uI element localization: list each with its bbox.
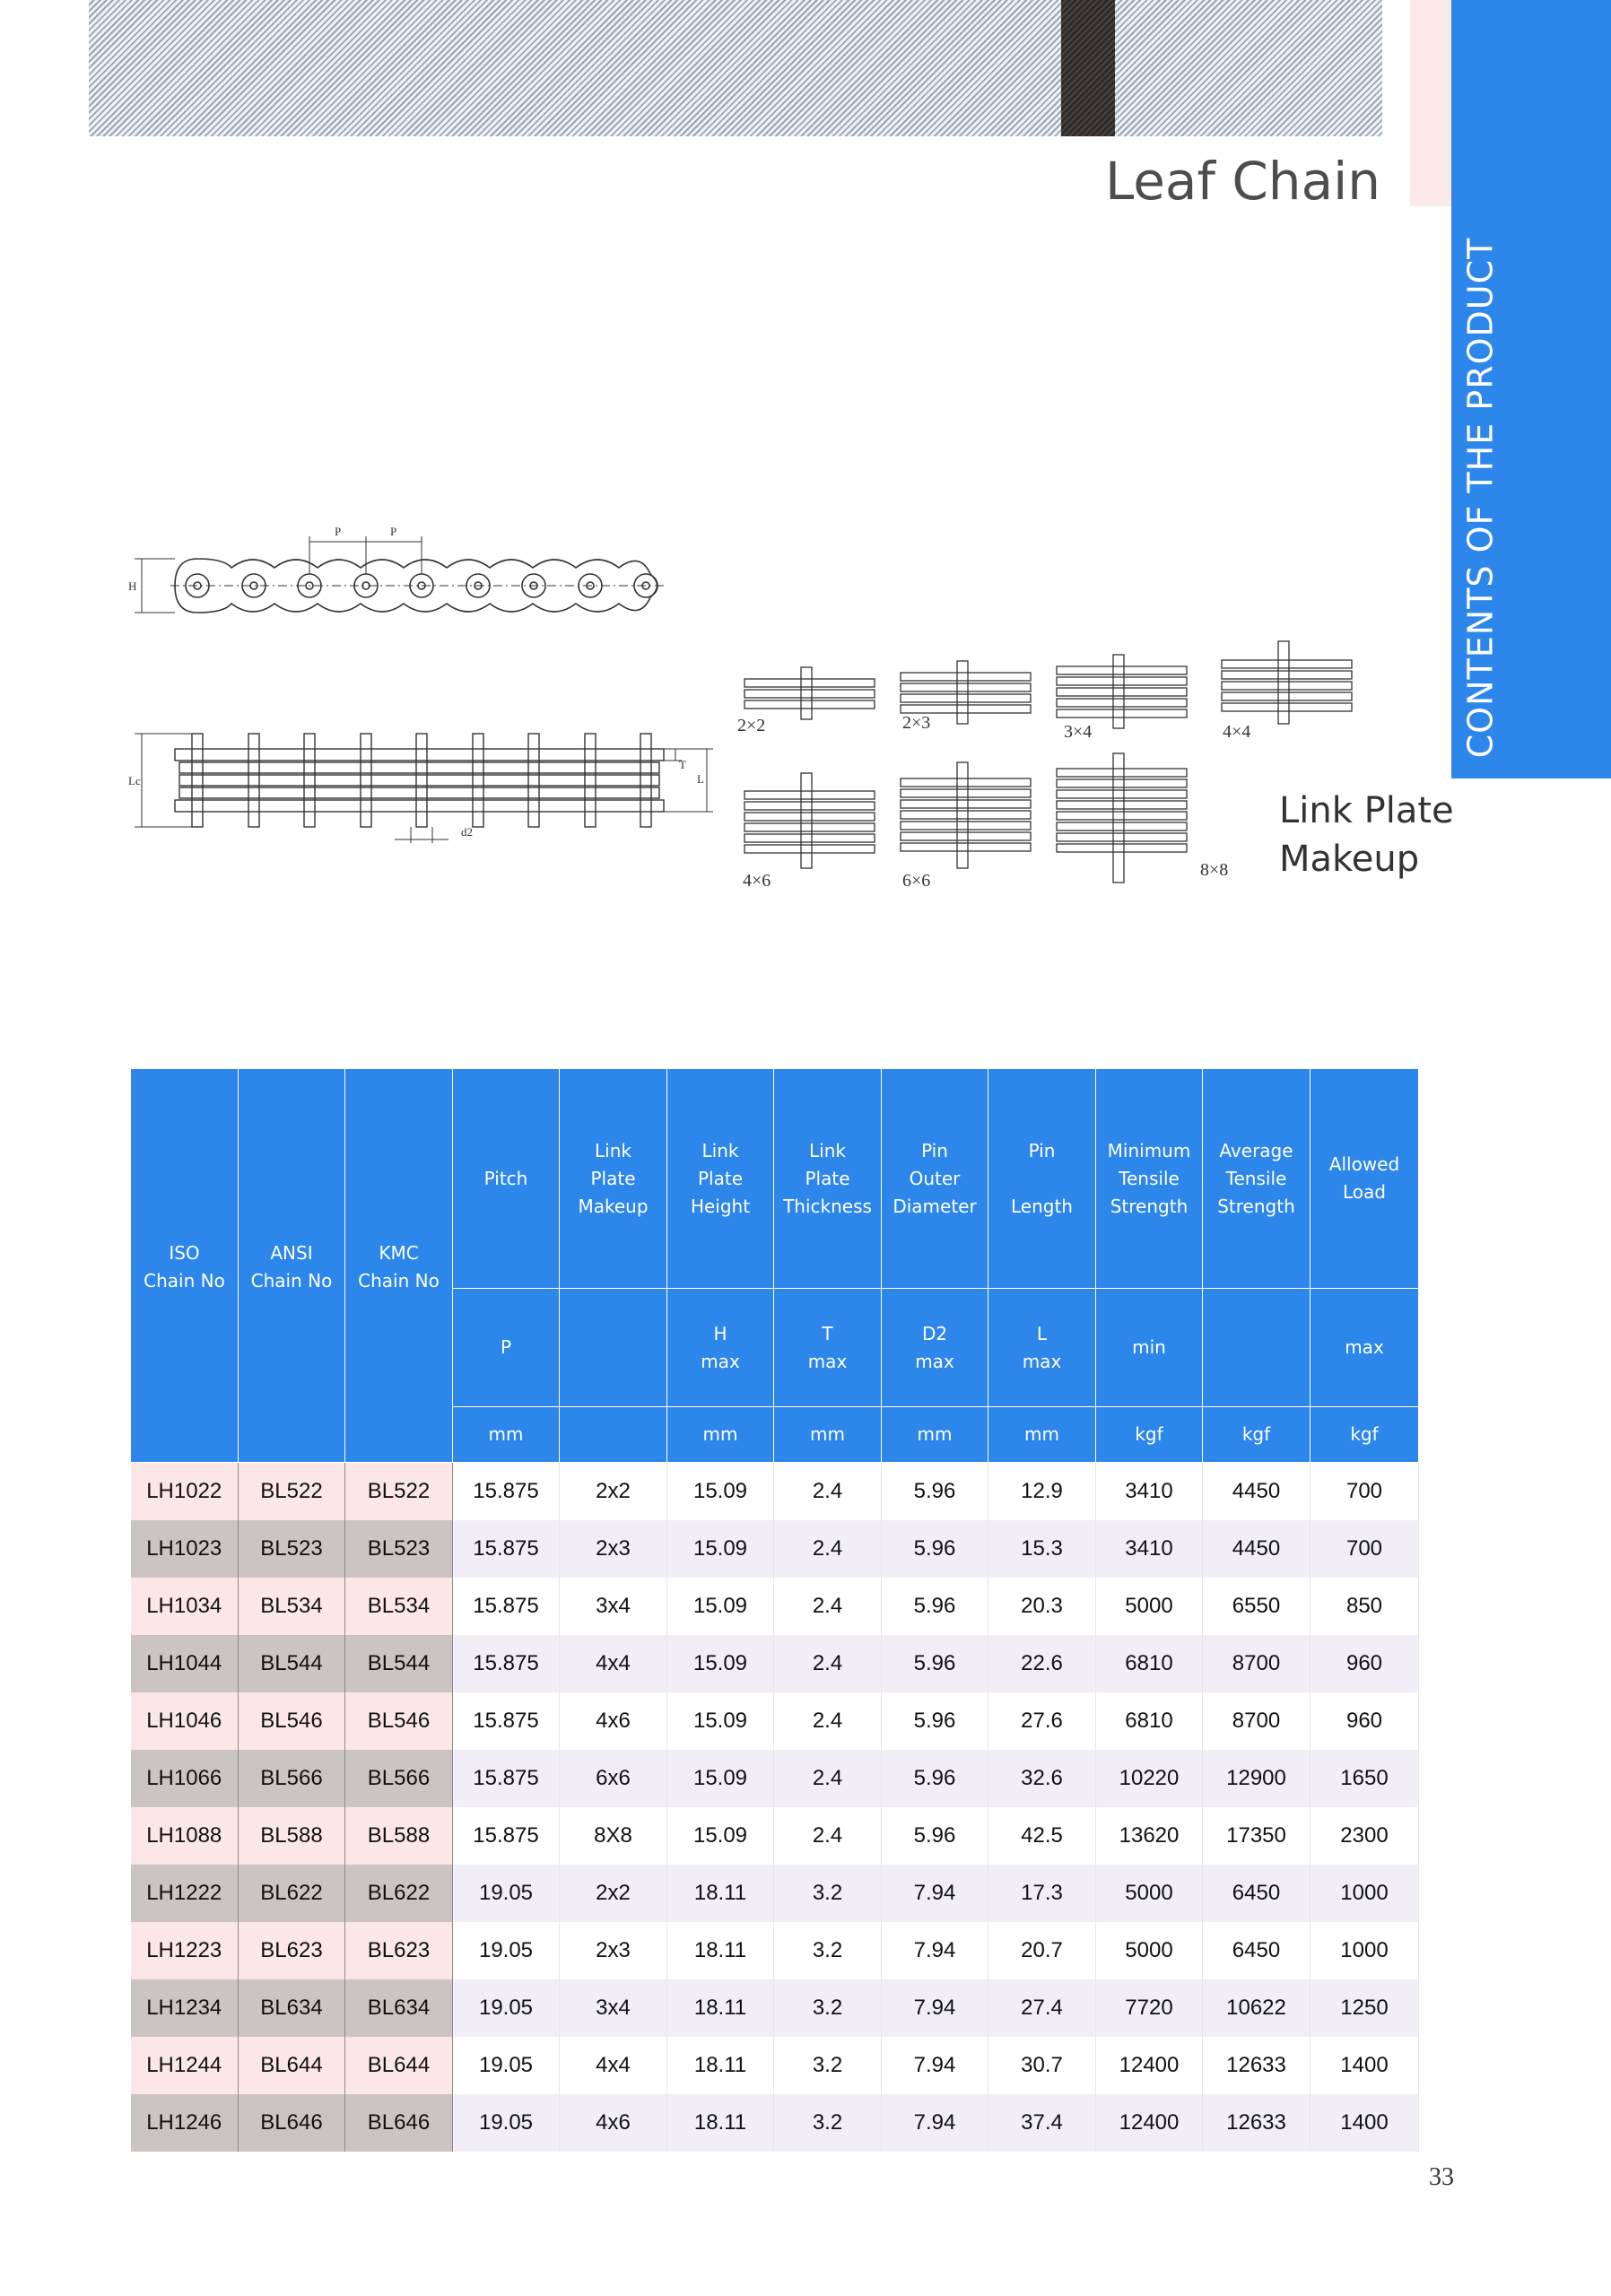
cell-link-plate-height: 18.11 bbox=[667, 2037, 774, 2094]
cell-pin-length: 12.9 bbox=[988, 1463, 1096, 1521]
cell-pitch: 15.875 bbox=[453, 1692, 560, 1750]
cell-allowed-load: 1400 bbox=[1311, 2037, 1419, 2094]
cell-link-plate-height: 15.09 bbox=[667, 1578, 774, 1635]
header-link-plate-height: Link Plate Height bbox=[667, 1069, 774, 1289]
page-number: 33 bbox=[1429, 2163, 1454, 2191]
cell-min-tensile-strength: 5000 bbox=[1096, 1922, 1203, 1979]
chain-side-view bbox=[135, 536, 664, 613]
header-hatch-band bbox=[89, 0, 1382, 136]
cell-link-plate-height: 15.09 bbox=[667, 1807, 774, 1865]
unit-pin-length: mm bbox=[988, 1407, 1096, 1463]
header-pitch: Pitch bbox=[453, 1069, 560, 1289]
cell-pitch: 19.05 bbox=[453, 1865, 560, 1922]
cell-link-plate-makeup: 4x6 bbox=[560, 1692, 667, 1750]
cell-min-tensile-strength: 5000 bbox=[1096, 1865, 1203, 1922]
header-pin-outer-diameter: Pin Outer Diameter bbox=[882, 1069, 988, 1289]
cell-ansi-chain-no: BL522 bbox=[239, 1463, 345, 1521]
unit-height: mm bbox=[667, 1407, 774, 1463]
cell-pin-length: 17.3 bbox=[988, 1865, 1096, 1922]
cell-ansi-chain-no: BL546 bbox=[239, 1692, 345, 1750]
makeup-label-4x4: 4×4 bbox=[1223, 722, 1251, 742]
header-accent-bar bbox=[1061, 0, 1115, 136]
cell-pitch: 15.875 bbox=[453, 1635, 560, 1692]
cell-avg-tensile-strength: 12900 bbox=[1203, 1750, 1311, 1807]
pitch-label-1: P bbox=[335, 525, 342, 538]
cell-link-plate-height: 18.11 bbox=[667, 1922, 774, 1979]
cell-pitch: 19.05 bbox=[453, 1922, 560, 1979]
cell-allowed-load: 1400 bbox=[1311, 2094, 1419, 2152]
pin-diameter-label: d2 bbox=[461, 825, 473, 839]
cell-iso-chain-no: LH1044 bbox=[131, 1635, 239, 1692]
cell-avg-tensile-strength: 6550 bbox=[1203, 1578, 1311, 1635]
link-plate-makeup-caption bbox=[1279, 787, 1459, 883]
table-row bbox=[131, 1865, 1419, 1922]
cell-pin-outer-diameter: 5.96 bbox=[882, 1750, 988, 1807]
unit-thickness: mm bbox=[774, 1407, 882, 1463]
cell-pin-length: 20.3 bbox=[988, 1578, 1096, 1635]
cell-avg-tensile-strength: 6450 bbox=[1203, 1922, 1311, 1979]
cell-pin-outer-diameter: 7.94 bbox=[882, 2037, 988, 2094]
makeup-2x2 bbox=[745, 667, 875, 719]
cell-pin-length: 27.6 bbox=[988, 1692, 1096, 1750]
leaf-chain-spec-table bbox=[130, 1068, 1419, 2152]
cell-pitch: 15.875 bbox=[453, 1750, 560, 1807]
cell-min-tensile-strength: 6810 bbox=[1096, 1635, 1203, 1692]
table-body bbox=[131, 1463, 1419, 2152]
cell-allowed-load: 850 bbox=[1311, 1578, 1419, 1635]
cell-allowed-load: 960 bbox=[1311, 1635, 1419, 1692]
symbol-avg-tensile bbox=[1203, 1289, 1311, 1407]
cell-link-plate-thickness: 3.2 bbox=[774, 1865, 882, 1922]
cell-allowed-load: 1000 bbox=[1311, 1922, 1419, 1979]
unit-pin-diameter: mm bbox=[882, 1407, 988, 1463]
cell-pin-outer-diameter: 7.94 bbox=[882, 2094, 988, 2152]
cell-pitch: 19.05 bbox=[453, 1979, 560, 2037]
table-row bbox=[131, 1463, 1419, 1521]
side-pink-strip bbox=[1410, 0, 1451, 206]
cell-link-plate-thickness: 3.2 bbox=[774, 1922, 882, 1979]
unit-min-tensile: kgf bbox=[1096, 1407, 1203, 1463]
cell-ansi-chain-no: BL534 bbox=[239, 1578, 345, 1635]
cell-pin-length: 27.4 bbox=[988, 1979, 1096, 2037]
caption-line-2: Makeup bbox=[1279, 839, 1420, 880]
cell-link-plate-makeup: 8X8 bbox=[560, 1807, 667, 1865]
top-view-pins bbox=[192, 734, 651, 827]
cell-link-plate-makeup: 3x4 bbox=[560, 1979, 667, 2037]
cell-iso-chain-no: LH1066 bbox=[131, 1750, 239, 1807]
makeup-label-3x4: 3×4 bbox=[1064, 722, 1093, 742]
cell-kmc-chain-no: BL523 bbox=[345, 1520, 453, 1578]
header-allowed-load: Allowed Load bbox=[1311, 1069, 1419, 1289]
table-row bbox=[131, 2094, 1419, 2152]
cell-iso-chain-no: LH1088 bbox=[131, 1807, 239, 1865]
cell-allowed-load: 1650 bbox=[1311, 1750, 1419, 1807]
cell-iso-chain-no: LH1246 bbox=[131, 2094, 239, 2152]
cell-ansi-chain-no: BL623 bbox=[239, 1922, 345, 1979]
cell-kmc-chain-no: BL623 bbox=[345, 1922, 453, 1979]
cell-pin-outer-diameter: 5.96 bbox=[882, 1807, 988, 1865]
header-kmc-chain-no: KMC Chain No bbox=[345, 1069, 453, 1463]
makeup-4x4 bbox=[1222, 641, 1352, 724]
cell-min-tensile-strength: 10220 bbox=[1096, 1750, 1203, 1807]
makeup-label-2x2: 2×2 bbox=[737, 716, 766, 735]
table-row bbox=[131, 1750, 1419, 1807]
cell-avg-tensile-strength: 8700 bbox=[1203, 1692, 1311, 1750]
cell-iso-chain-no: LH1234 bbox=[131, 1979, 239, 2037]
length-c-label: Lc bbox=[128, 774, 141, 787]
cell-avg-tensile-strength: 10622 bbox=[1203, 1979, 1311, 2037]
cell-min-tensile-strength: 12400 bbox=[1096, 2094, 1203, 2152]
cell-link-plate-height: 15.09 bbox=[667, 1750, 774, 1807]
header-link-plate-makeup: Link Plate Makeup bbox=[560, 1069, 667, 1289]
cell-avg-tensile-strength: 12633 bbox=[1203, 2037, 1311, 2094]
cell-allowed-load: 1250 bbox=[1311, 1979, 1419, 2037]
cell-link-plate-thickness: 3.2 bbox=[774, 2094, 882, 2152]
cell-iso-chain-no: LH1023 bbox=[131, 1520, 239, 1578]
cell-link-plate-height: 18.11 bbox=[667, 1979, 774, 2037]
makeup-4x6 bbox=[745, 773, 875, 868]
cell-pin-outer-diameter: 5.96 bbox=[882, 1578, 988, 1635]
table-row bbox=[131, 1922, 1419, 1979]
cell-link-plate-thickness: 3.2 bbox=[774, 1979, 882, 2037]
cell-link-plate-thickness: 2.4 bbox=[774, 1578, 882, 1635]
cell-iso-chain-no: LH1034 bbox=[131, 1578, 239, 1635]
cell-kmc-chain-no: BL566 bbox=[345, 1750, 453, 1807]
cell-link-plate-makeup: 2x2 bbox=[560, 1865, 667, 1922]
cell-ansi-chain-no: BL644 bbox=[239, 2037, 345, 2094]
cell-link-plate-height: 15.09 bbox=[667, 1635, 774, 1692]
cell-avg-tensile-strength: 4450 bbox=[1203, 1463, 1311, 1521]
unit-avg-tensile: kgf bbox=[1203, 1407, 1311, 1463]
symbol-min-tensile: min bbox=[1096, 1289, 1203, 1407]
thickness-label: T bbox=[679, 758, 686, 771]
cell-link-plate-makeup: 4x6 bbox=[560, 2094, 667, 2152]
cell-avg-tensile-strength: 12633 bbox=[1203, 2094, 1311, 2152]
cell-link-plate-thickness: 2.4 bbox=[774, 1807, 882, 1865]
cell-link-plate-thickness: 2.4 bbox=[774, 1750, 882, 1807]
cell-allowed-load: 960 bbox=[1311, 1692, 1419, 1750]
cell-ansi-chain-no: BL622 bbox=[239, 1865, 345, 1922]
cell-ansi-chain-no: BL566 bbox=[239, 1750, 345, 1807]
makeup-label-8x8: 8×8 bbox=[1200, 860, 1229, 880]
cell-kmc-chain-no: BL534 bbox=[345, 1578, 453, 1635]
cell-pin-outer-diameter: 7.94 bbox=[882, 1922, 988, 1979]
cell-min-tensile-strength: 7720 bbox=[1096, 1979, 1203, 2037]
cell-link-plate-makeup: 2x3 bbox=[560, 1922, 667, 1979]
cell-pitch: 15.875 bbox=[453, 1807, 560, 1865]
cell-pitch: 15.875 bbox=[453, 1578, 560, 1635]
symbol-height: H max bbox=[667, 1289, 774, 1407]
makeup-label-4x6: 4×6 bbox=[743, 871, 771, 891]
cell-avg-tensile-strength: 4450 bbox=[1203, 1520, 1311, 1578]
cell-link-plate-thickness: 2.4 bbox=[774, 1463, 882, 1521]
cell-link-plate-makeup: 2x3 bbox=[560, 1520, 667, 1578]
cell-link-plate-height: 18.11 bbox=[667, 2094, 774, 2152]
symbol-pin-diameter: D2 max bbox=[882, 1289, 988, 1407]
makeup-label-2x3: 2×3 bbox=[902, 713, 931, 733]
cell-pin-length: 32.6 bbox=[988, 1750, 1096, 1807]
cell-kmc-chain-no: BL644 bbox=[345, 2037, 453, 2094]
cell-kmc-chain-no: BL622 bbox=[345, 1865, 453, 1922]
symbol-pin-length: L max bbox=[988, 1289, 1096, 1407]
unit-allowed-load: kgf bbox=[1311, 1407, 1419, 1463]
cell-iso-chain-no: LH1244 bbox=[131, 2037, 239, 2094]
cell-link-plate-makeup: 4x4 bbox=[560, 2037, 667, 2094]
symbol-makeup bbox=[560, 1289, 667, 1407]
cell-link-plate-makeup: 3x4 bbox=[560, 1578, 667, 1635]
table-row bbox=[131, 1635, 1419, 1692]
cell-pin-length: 30.7 bbox=[988, 2037, 1096, 2094]
makeup-3x4 bbox=[1057, 655, 1187, 728]
table-row bbox=[131, 1578, 1419, 1635]
cell-pitch: 15.875 bbox=[453, 1463, 560, 1521]
cell-iso-chain-no: LH1222 bbox=[131, 1865, 239, 1922]
cell-link-plate-thickness: 2.4 bbox=[774, 1520, 882, 1578]
cell-avg-tensile-strength: 6450 bbox=[1203, 1865, 1311, 1922]
cell-pitch: 15.875 bbox=[453, 1520, 560, 1578]
cell-pin-length: 42.5 bbox=[988, 1807, 1096, 1865]
cell-link-plate-thickness: 3.2 bbox=[774, 2037, 882, 2094]
cell-link-plate-height: 15.09 bbox=[667, 1463, 774, 1521]
cell-kmc-chain-no: BL588 bbox=[345, 1807, 453, 1865]
cell-min-tensile-strength: 3410 bbox=[1096, 1520, 1203, 1578]
cell-pitch: 19.05 bbox=[453, 2094, 560, 2152]
cell-link-plate-height: 15.09 bbox=[667, 1520, 774, 1578]
side-tab-label: CONTENTS OF THE PRODUCT bbox=[1460, 237, 1501, 759]
cell-link-plate-height: 18.11 bbox=[667, 1865, 774, 1922]
table-row bbox=[131, 2037, 1419, 2094]
cell-kmc-chain-no: BL544 bbox=[345, 1635, 453, 1692]
symbol-allowed-load: max bbox=[1311, 1289, 1419, 1407]
cell-ansi-chain-no: BL646 bbox=[239, 2094, 345, 2152]
header-ansi-chain-no: ANSI Chain No bbox=[239, 1069, 345, 1463]
makeup-8x8 bbox=[1057, 753, 1187, 883]
cell-kmc-chain-no: BL646 bbox=[345, 2094, 453, 2152]
header-pin-length: Pin Length bbox=[988, 1069, 1096, 1289]
makeup-label-6x6: 6×6 bbox=[902, 871, 931, 891]
side-tab-label-wrap bbox=[1460, 237, 1501, 759]
cell-link-plate-makeup: 6x6 bbox=[560, 1750, 667, 1807]
cell-pin-outer-diameter: 7.94 bbox=[882, 1979, 988, 2037]
cell-min-tensile-strength: 3410 bbox=[1096, 1463, 1203, 1521]
cell-pin-length: 22.6 bbox=[988, 1635, 1096, 1692]
cell-min-tensile-strength: 5000 bbox=[1096, 1578, 1203, 1635]
page-title: Leaf Chain bbox=[1104, 151, 1380, 212]
table-row bbox=[131, 1979, 1419, 2037]
cell-iso-chain-no: LH1046 bbox=[131, 1692, 239, 1750]
cell-ansi-chain-no: BL544 bbox=[239, 1635, 345, 1692]
unit-makeup bbox=[560, 1407, 667, 1463]
makeup-6x6 bbox=[901, 762, 1031, 868]
cell-pin-length: 15.3 bbox=[988, 1520, 1096, 1578]
cell-pin-length: 37.4 bbox=[988, 2094, 1096, 2152]
table-row bbox=[131, 1692, 1419, 1750]
header-link-plate-thickness: Link Plate Thickness bbox=[774, 1069, 882, 1289]
cell-allowed-load: 1000 bbox=[1311, 1865, 1419, 1922]
cell-min-tensile-strength: 13620 bbox=[1096, 1807, 1203, 1865]
cell-allowed-load: 2300 bbox=[1311, 1807, 1419, 1865]
cell-pin-outer-diameter: 5.96 bbox=[882, 1692, 988, 1750]
cell-avg-tensile-strength: 17350 bbox=[1203, 1807, 1311, 1865]
cell-link-plate-thickness: 2.4 bbox=[774, 1692, 882, 1750]
cell-min-tensile-strength: 12400 bbox=[1096, 2037, 1203, 2094]
pitch-label-2: P bbox=[390, 525, 397, 538]
unit-pitch: mm bbox=[453, 1407, 560, 1463]
cell-pin-outer-diameter: 5.96 bbox=[882, 1463, 988, 1521]
cell-allowed-load: 700 bbox=[1311, 1520, 1419, 1578]
cell-pin-length: 20.7 bbox=[988, 1922, 1096, 1979]
cell-iso-chain-no: LH1223 bbox=[131, 1922, 239, 1979]
chain-diagram bbox=[0, 502, 1399, 897]
height-label: H bbox=[128, 579, 137, 593]
cell-avg-tensile-strength: 8700 bbox=[1203, 1635, 1311, 1692]
cell-allowed-load: 700 bbox=[1311, 1463, 1419, 1521]
cell-link-plate-height: 15.09 bbox=[667, 1692, 774, 1750]
cell-ansi-chain-no: BL588 bbox=[239, 1807, 345, 1865]
cell-ansi-chain-no: BL523 bbox=[239, 1520, 345, 1578]
cell-pin-outer-diameter: 7.94 bbox=[882, 1865, 988, 1922]
cell-pin-outer-diameter: 5.96 bbox=[882, 1635, 988, 1692]
cell-kmc-chain-no: BL522 bbox=[345, 1463, 453, 1521]
header-min-tensile-strength: Minimum Tensile Strength bbox=[1096, 1069, 1203, 1289]
table-row bbox=[131, 1520, 1419, 1578]
header-avg-tensile-strength: Average Tensile Strength bbox=[1203, 1069, 1311, 1289]
cell-pitch: 19.05 bbox=[453, 2037, 560, 2094]
cell-min-tensile-strength: 6810 bbox=[1096, 1692, 1203, 1750]
symbol-thickness: T max bbox=[774, 1289, 882, 1407]
cell-kmc-chain-no: BL546 bbox=[345, 1692, 453, 1750]
cell-pin-outer-diameter: 5.96 bbox=[882, 1520, 988, 1578]
cell-iso-chain-no: LH1022 bbox=[131, 1463, 239, 1521]
header-iso-chain-no: ISO Chain No bbox=[131, 1069, 239, 1463]
table-row bbox=[131, 1807, 1419, 1865]
symbol-pitch: P bbox=[453, 1289, 560, 1407]
cell-link-plate-makeup: 4x4 bbox=[560, 1635, 667, 1692]
cell-kmc-chain-no: BL634 bbox=[345, 1979, 453, 2037]
chain-top-view bbox=[135, 734, 713, 843]
cell-link-plate-makeup: 2x2 bbox=[560, 1463, 667, 1521]
caption-line-1: Link Plate bbox=[1279, 790, 1454, 831]
cell-ansi-chain-no: BL634 bbox=[239, 1979, 345, 2037]
length-label: L bbox=[697, 772, 704, 786]
cell-link-plate-thickness: 2.4 bbox=[774, 1635, 882, 1692]
